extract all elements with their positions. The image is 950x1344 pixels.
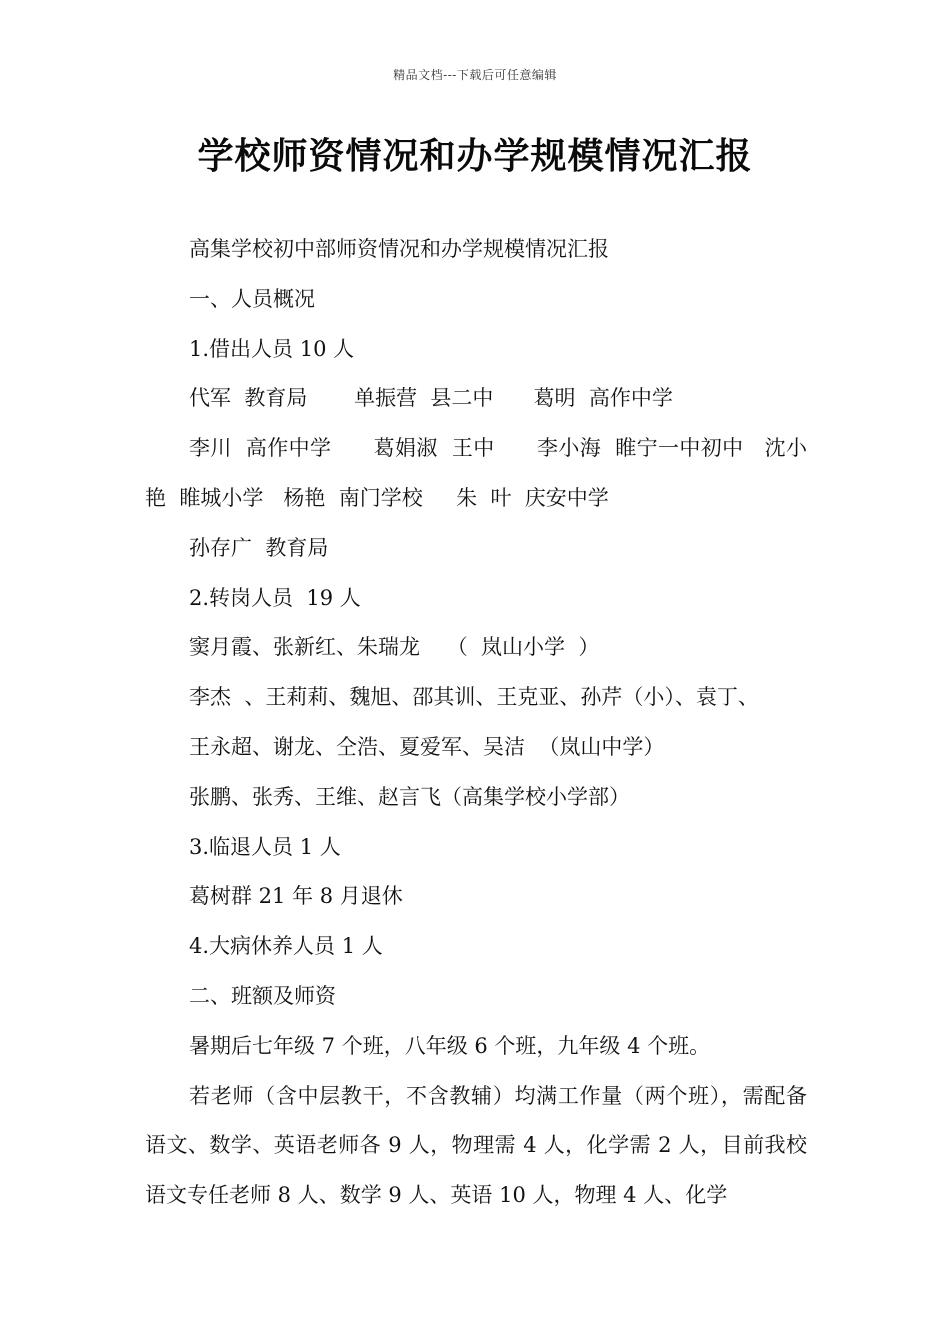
paragraph: 张鹏、张秀、王维、赵言飞（高集学校小学部） xyxy=(189,784,630,809)
document-body xyxy=(145,225,807,1221)
paragraph-section-heading: 一、人员概况 xyxy=(189,286,315,311)
paragraph: 李川 高作中学 葛娟淑 王中 李小海 睢宁一中初中 沈小艳 睢城小学 杨艳 南门学校 朱 叶 庆安中学 xyxy=(145,436,807,510)
paragraph: 孙存广 教育局 xyxy=(189,535,329,560)
paragraph: 暑期后七年级 7 个班，八年级 6 个班，九年级 4 个班。 xyxy=(189,1033,711,1058)
paragraph: 4.大病休养人员 1 人 xyxy=(189,934,383,959)
paragraph: 若老师（含中层教干，不含教辅）均满工作量（两个班），需配备语文、数学、英语老师各 9 人，物理需 4 人，化学需 2 人，目前我校语文专任老师 8 人、数学 9 人、英语 10 人，物理 4 人、化学 xyxy=(145,1083,807,1208)
paragraph-section-heading: 二、班额及师资 xyxy=(189,983,336,1008)
paragraph: 1.借出人员 10 人 xyxy=(189,336,355,361)
paragraph: 代军 教育局 单振营 县二中 葛明 高作中学 xyxy=(189,386,673,411)
paragraph-subtitle: 高集学校初中部师资情况和办学规模情况汇报 xyxy=(189,237,609,261)
paragraph: 3.临退人员 1 人 xyxy=(189,834,341,859)
paragraph: 葛树群 21 年 8 月退休 xyxy=(189,884,403,909)
header-note: 精品文档---下载后可任意编辑 xyxy=(393,68,557,82)
paragraph: 李杰 、王莉莉、魏旭、邵其训、王克亚、孙芹（小）、袁丁、 xyxy=(189,685,759,710)
paragraph: 窦月霞、张新红、朱瑞龙 （ 岚山小学 ） xyxy=(189,635,600,660)
paragraph: 2.转岗人员 19 人 xyxy=(189,585,361,610)
document-title: 学校师资情况和办学规模情况汇报 xyxy=(197,135,753,177)
paragraph: 王永超、谢龙、仝浩、夏爱军、吴洁 （岚山中学） xyxy=(189,734,665,759)
